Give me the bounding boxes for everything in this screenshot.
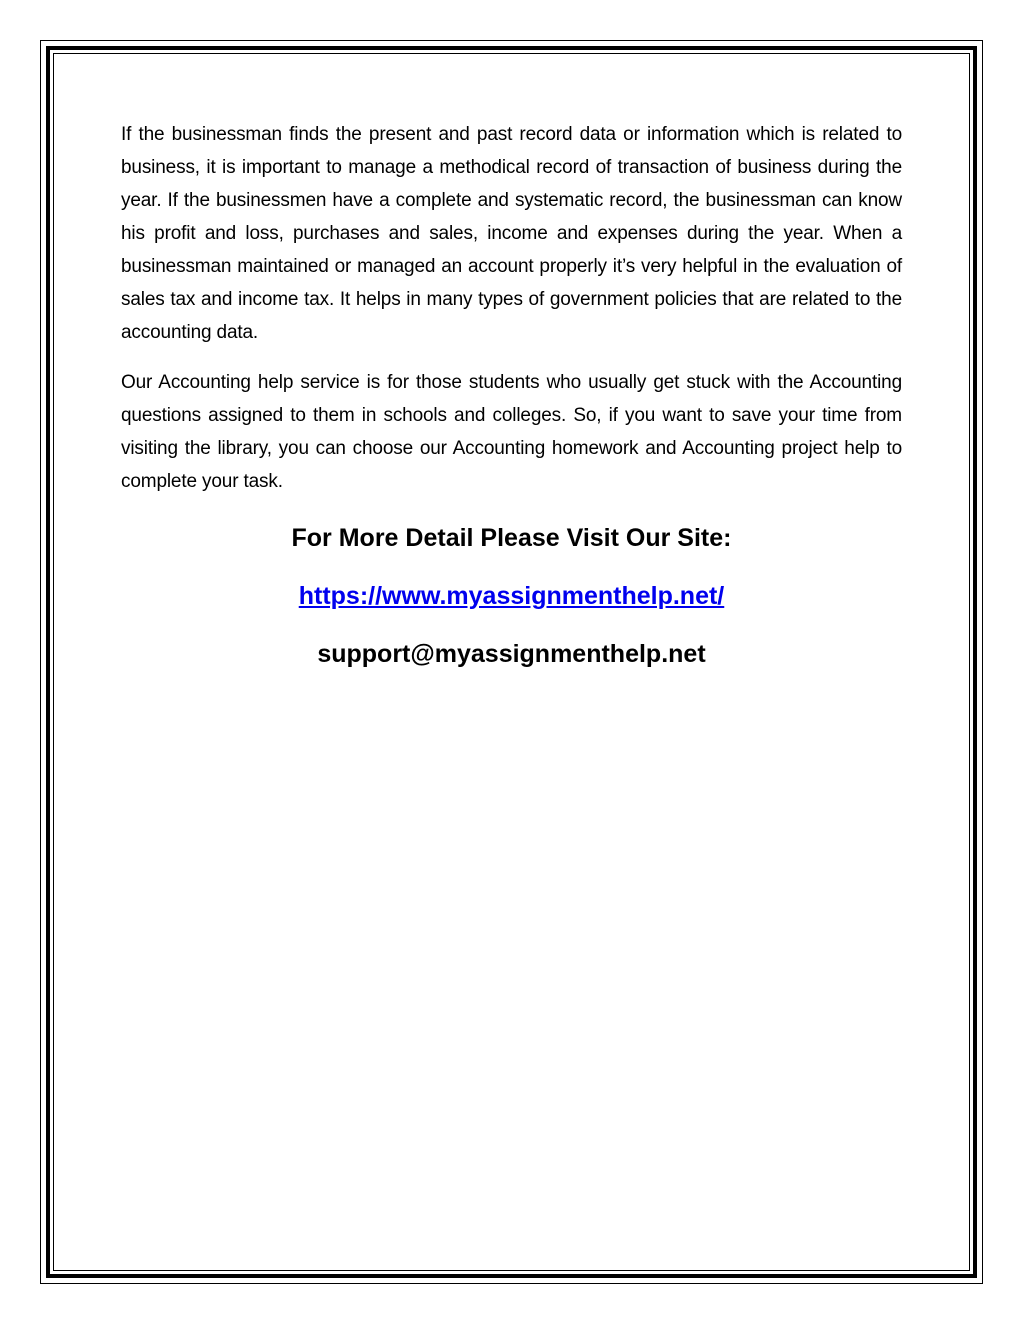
document-body: [121, 118, 902, 672]
paragraph-business-records: If the businessman finds the present and past record data or information which is related to business, it is important to manage a methodical record of transaction of business during the year. If the businessmen have a complete and systematic record, the businessman can know his profit and loss, purchases and sales, income and expenses during the year. When a businessman maintained or managed an account properly it’s very helpful in the evaluation of sales tax and income tax. It helps in many types of government policies that are related to the accounting data.: [121, 124, 902, 343]
visit-site-heading: For More Detail Please Visit Our Site:: [291, 524, 732, 552]
site-link[interactable]: https://www.myassignmenthelp.net/: [298, 582, 725, 610]
support-email: support@myassignmenthelp.net: [317, 640, 706, 668]
paragraph-accounting-help: Our Accounting help service is for those students who usually get stuck with the Accounting questions assigned to them in schools and colleges. So, if you want to save your time from visiting the library, you can choose our Accounting homework and Accounting project help to complete your task.: [121, 372, 902, 492]
